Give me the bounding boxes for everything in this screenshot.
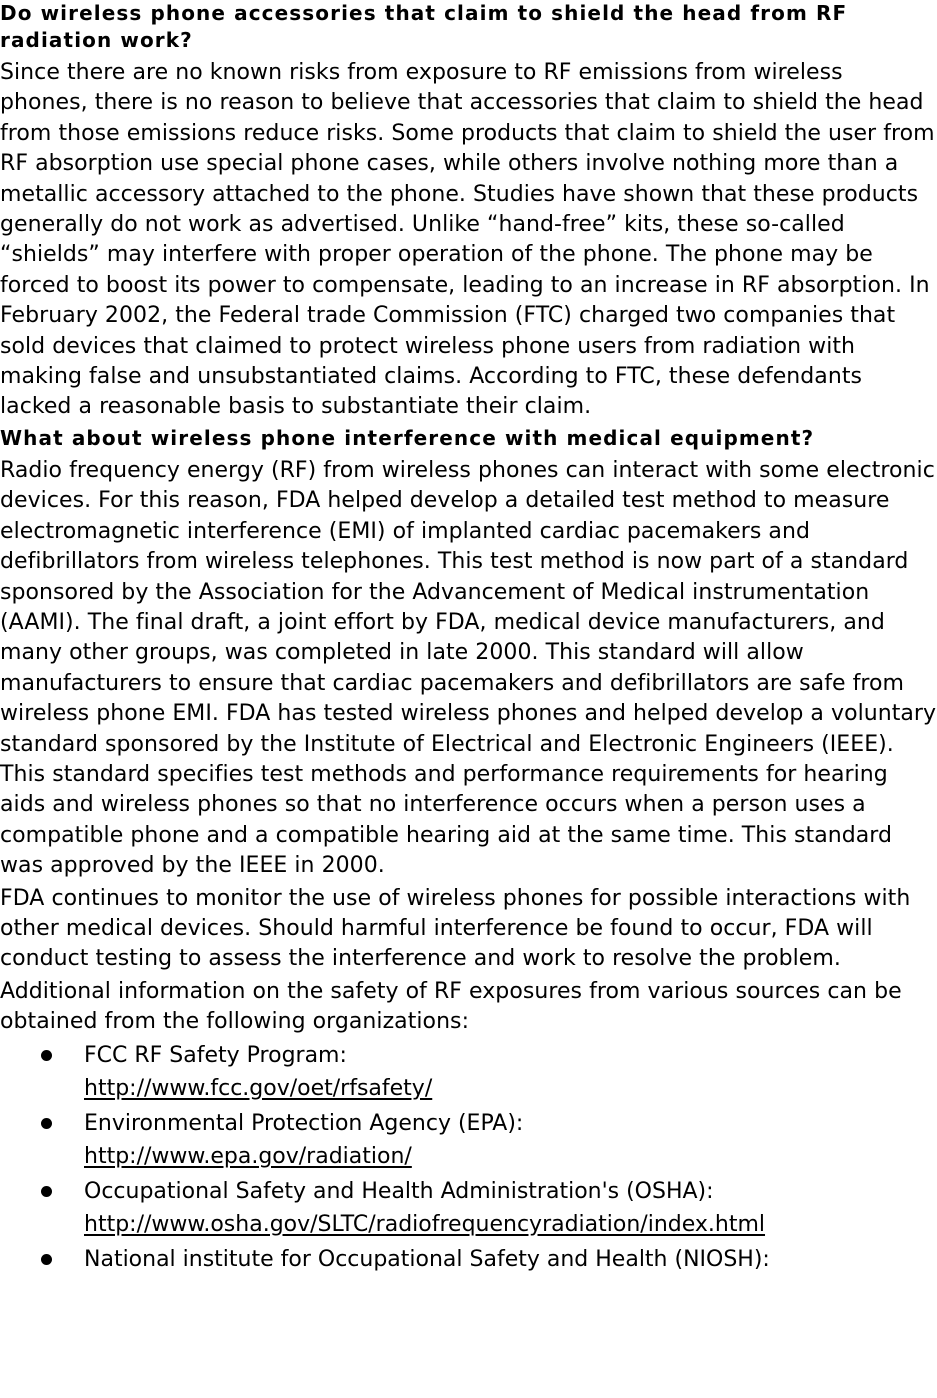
organizations-list (0, 1040, 937, 1276)
list-item (0, 1108, 937, 1174)
bullet-icon (41, 1254, 52, 1265)
section-heading-accessories: Do wireless phone accessories that claim to shield the head from RF radiation work? (0, 1, 848, 52)
list-item (0, 1040, 937, 1106)
list-item (0, 1176, 937, 1242)
org-name: FCC RF Safety Program: (84, 1042, 347, 1068)
org-name: Occupational Safety and Health Administration's (OSHA): (84, 1178, 714, 1204)
list-item (0, 1244, 937, 1276)
org-link-osha[interactable]: http://www.osha.gov/SLTC/radiofrequencyradiation/index.html (84, 1211, 766, 1237)
bullet-icon (41, 1050, 52, 1061)
org-link-fcc[interactable]: http://www.fcc.gov/oet/rfsafety/ (84, 1075, 433, 1101)
bullet-icon (41, 1118, 52, 1129)
org-name: Environmental Protection Agency (EPA): (84, 1110, 524, 1136)
org-name: National institute for Occupational Safety and Health (NIOSH): (84, 1246, 770, 1272)
org-link-epa[interactable]: http://www.epa.gov/radiation/ (84, 1143, 412, 1169)
section-heading-medical-interference: What about wireless phone interference with medical equipment? (0, 425, 815, 450)
paragraph-additional-info: Additional information on the safety of RF exposures from various sources can be obtained from the following organizations: (0, 978, 902, 1035)
paragraph-medical-interference: Radio frequency energy (RF) from wireless phones can interact with some electronic devices. For this reason, FDA helped develop a detailed test method to measure electromagnetic interference (EMI) of implanted cardiac pacemakers and defibrillators from wireless telephones. This test method is now part of a standard sponsored by the Association for the Advancement of Medical instrumentation (AAMI). The final draft, a joint effort by FDA, medical device manufacturers, and many other groups, was completed in late 2000. This standard will allow manufacturers to ensure that cardiac pacemakers and defibrillators are safe from wireless phone EMI. FDA has tested wireless phones and helped develop a voluntary standard sponsored by the Institute of Electrical and Electronic Engineers (IEEE). This standard specifies test methods and performance requirements for hearing aids and wireless phones so that no interference occurs when a person uses a compatible phone and a compatible hearing aid at the same time. This standard was approved by the IEEE in 2000. (0, 457, 937, 879)
bullet-icon (41, 1186, 52, 1197)
paragraph-fda-monitoring: FDA continues to monitor the use of wireless phones for possible interactions with other medical devices. Should harmful interference be found to occur, FDA will conduct testing to assess the interference and work to resolve the problem. (0, 885, 911, 972)
paragraph-accessories: Since there are no known risks from exposure to RF emissions from wireless phones, there is no reason to believe that accessories that claim to shield the head from those emissions reduce risks. Some products that claim to shield the user from RF absorption use special phone cases, while others involve nothing more than a metallic accessory attached to the phone. Studies have shown that these products generally do not work as advertised. Unlike “hand-free” kits, these so-called “shields” may interfere with proper operation of the phone. The phone may be forced to boost its power to compensate, leading to an increase in RF absorption. In February 2002, the Federal trade Commission (FTC) charged two companies that sold devices that claimed to protect wireless phone users from radiation with making false and unsubstantiated claims. According to FTC, these defendants lacked a reasonable basis to substantiate their claim. (0, 60, 935, 420)
